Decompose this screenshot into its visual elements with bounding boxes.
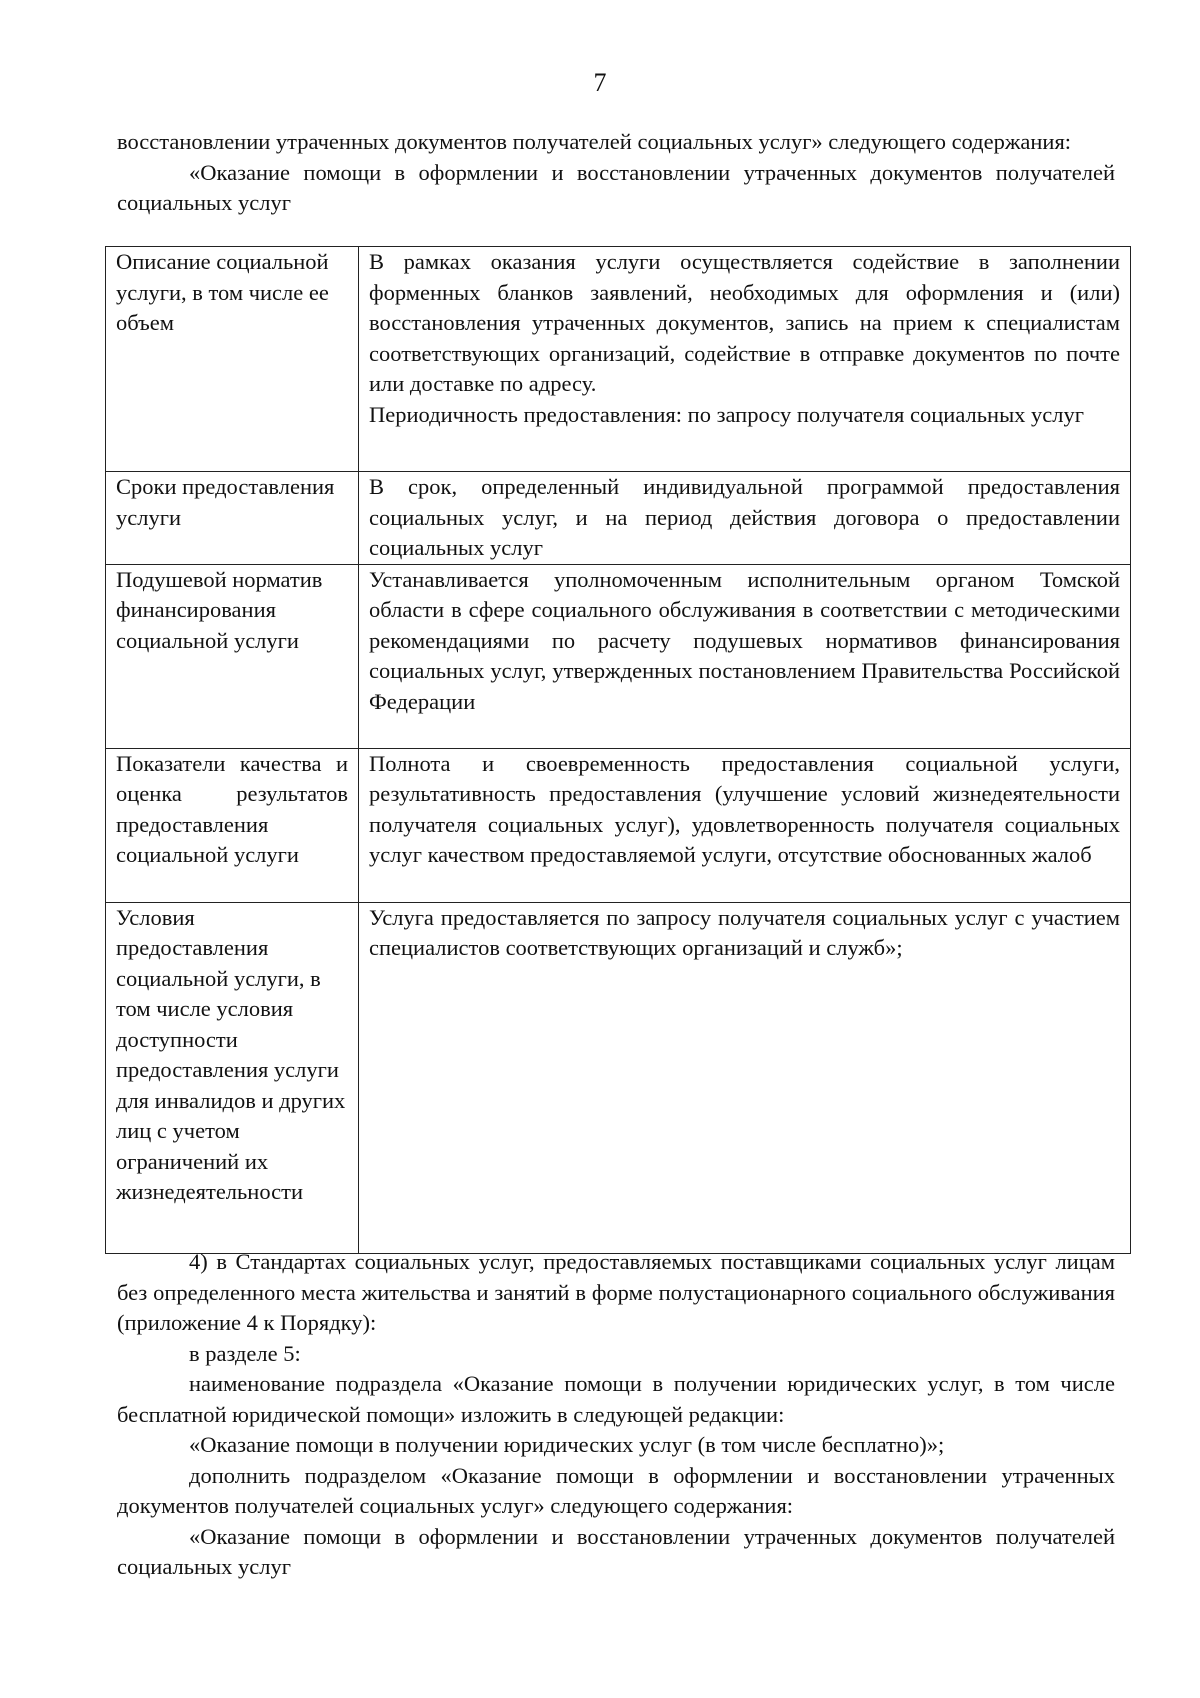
row-label: Условия предоставления социальной услуги, в том числе условия доступности предоставления услуги для инвалидов и других лиц с учетом ограничений их жизнедеятельности	[106, 902, 359, 1253]
row-value-text: В рамках оказания услуги осуществляется содействие в заполнении форменных бланков заявлений, необходимых для оформления и (или) восстановления утраченных документов, запись на прием к специалистам соответствующих организаций, содействие в отправке документов по почте или доставке по адресу.	[369, 249, 1120, 396]
intro-paragraph-1: восстановлении утраченных документов получателей социальных услуг» следующего содержания:	[117, 129, 1072, 154]
paragraph: «Оказание помощи в получении юридических услуг (в том числе бесплатно)»;	[189, 1432, 945, 1457]
intro-paragraph-2: «Оказание помощи в оформлении и восстановлении утраченных документов получателей социальных услуг	[117, 159, 1115, 215]
table-row	[106, 472, 1131, 565]
table-row	[106, 902, 1131, 1253]
table-row	[106, 247, 1131, 472]
row-value: В срок, определенный индивидуальной программой предоставления социальных услуг, и на период действия договора о предоставлении социальных услуг	[359, 472, 1131, 565]
service-standard-table	[105, 246, 1131, 1254]
row-label: Сроки предоставления услуги	[106, 472, 359, 565]
intro-text	[117, 127, 1115, 219]
paragraph: дополнить подразделом «Оказание помощи в оформлении и восстановлении утраченных документов получателей социальных услуг» следующего содержания:	[117, 1462, 1115, 1518]
row-label: Подушевой норматив финансирования социальной услуги	[106, 564, 359, 748]
body-text	[117, 1247, 1115, 1583]
row-label: Показатели качества и оценка результатов предоставления социальной услуги	[106, 748, 359, 902]
page-number: 7	[593, 68, 607, 97]
paragraph: 4) в Стандартах социальных услуг, предоставляемых поставщиками социальных услуг лицам без определенного места жительства и занятий в форме полустационарного социального обслуживания (приложение 4 к Порядку):	[117, 1249, 1115, 1335]
table-row	[106, 564, 1131, 748]
row-value-periodicity: Периодичность предоставления: по запросу получателя социальных услуг	[369, 401, 1085, 427]
paragraph: «Оказание помощи в оформлении и восстановлении утраченных документов получателей социальных услуг	[117, 1523, 1115, 1579]
row-value: Полнота и своевременность предоставления социальной услуги, результативность предоставления (улучшение условий жизнедеятельности получателя социальных услуг), удовлетворенность получателя социальных услуг качеством предоставляемой услуги, отсутствие обоснованных жалоб	[359, 748, 1131, 902]
paragraph: наименование подраздела «Оказание помощи в получении юридических услуг, в том числе бесплатной юридической помощи» изложить в следующей редакции:	[117, 1371, 1115, 1427]
table-row	[106, 748, 1131, 902]
paragraph: в разделе 5:	[189, 1340, 301, 1366]
row-label: Описание социальной услуги, в том числе ее объем	[106, 247, 359, 472]
row-value: Устанавливается уполномоченным исполнительным органом Томской области в сфере социального обслуживания в соответствии с методическими рекомендациями по расчету подушевых нормативов финансирования социальных услуг, утвержденных постановлением Правительства Российской Федерации	[359, 564, 1131, 748]
row-value: Услуга предоставляется по запросу получателя социальных услуг с участием специалистов соответствующих организаций и служб»;	[359, 902, 1131, 1253]
row-value	[359, 247, 1131, 472]
